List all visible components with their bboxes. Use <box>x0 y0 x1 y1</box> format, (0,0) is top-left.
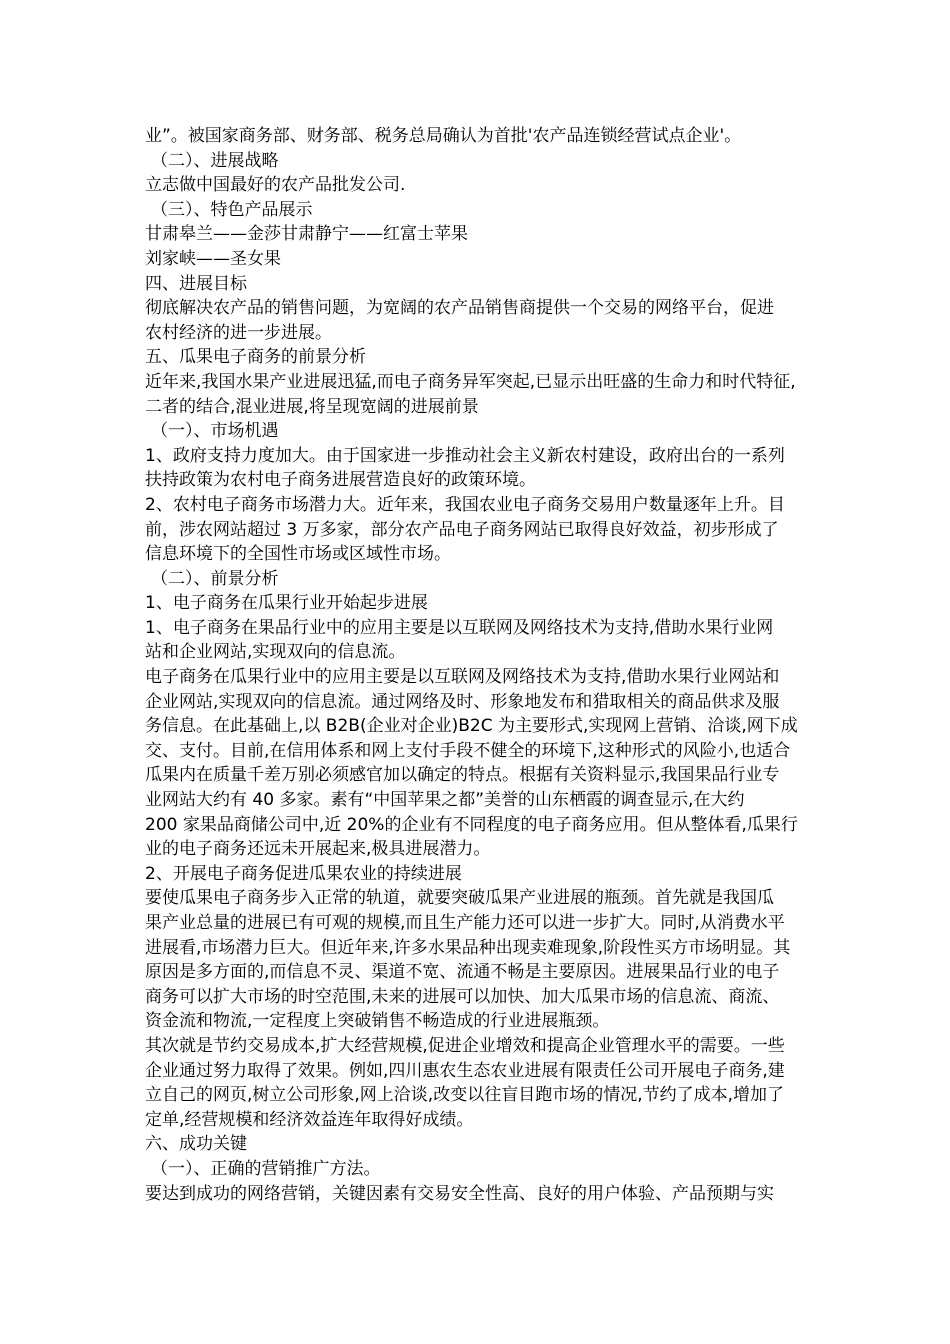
section-heading: 1、电子商务在瓜果行业开始起步进展 <box>145 593 428 614</box>
text-line: 200 家果品商储公司中,近 20%的企业有不同程度的电子商务应用。但从整体看,瓜果行 <box>145 814 798 835</box>
section-heading: （三）、特色产品展示 <box>151 199 313 220</box>
text-line: 二者的结合,混业进展,将呈现宽阔的进展前景 <box>145 396 479 417</box>
text-line: 务信息。在此基础上,以 B2B(企业对企业)B2C 为主要形式,实现网上营销、洽谈,网下成 <box>145 716 798 737</box>
text-line: 要达到成功的网络营销，关键因素有交易安全性高、良好的用户体验、产品预期与实 <box>145 1183 774 1204</box>
text-line: 交、支付。目前,在信用体系和网上支付手段不健全的环境下,这种形式的风险小,也适合 <box>145 740 791 761</box>
text-line: 要使瓜果电子商务步入正常的轨道，就要突破瓜果产业进展的瓶颈。首先就是我国瓜 <box>145 888 774 909</box>
text-line: 1、电子商务在果品行业中的应用主要是以互联网及网络技术为支持,借助水果行业网 <box>145 617 774 638</box>
text-line: 其次就是节约交易成本,扩大经营规模,促进企业增效和提高企业管理水平的需要。一些 <box>145 1035 785 1056</box>
text-line: 近年来,我国水果产业进展迅猛,而电子商务异军突起,已显示出旺盛的生命力和时代特征, <box>145 371 796 392</box>
text-line: 资金流和物流,一定程度上突破销售不畅造成的行业进展瓶颈。 <box>145 1011 610 1032</box>
text-line: 农村经济的进一步进展。 <box>145 322 332 343</box>
text-line: 2、农村电子商务市场潜力大。近年来，我国农业电子商务交易用户数量逐年上升。目 <box>145 494 785 515</box>
text-line: 立志做中国最好的农产品批发公司. <box>145 175 406 196</box>
section-heading: 六、成功关键 <box>145 1134 247 1155</box>
text-line: 立自己的网页,树立公司形象,网上洽谈,改变以往盲目跑市场的情况,节约了成本,增加了 <box>145 1085 785 1106</box>
section-heading: （一）、正确的营销推广方法。 <box>151 1158 381 1179</box>
text-line: 1、政府支持力度加大。由于国家进一步推动社会主义新农村建设，政府出台的一系列 <box>145 445 785 466</box>
text-line: 信息环境下的全国性市场或区域性市场。 <box>145 544 451 565</box>
text-line: 进展看,市场潜力巨大。但近年来,许多水果品种出现卖难现象,阶段性买方市场明显。其 <box>145 937 791 958</box>
text-line: 定单,经营规模和经济效益连年取得好成绩。 <box>145 1109 474 1130</box>
document-body <box>145 124 813 1206</box>
text-line: 企业网站,实现双向的信息流。通过网络及时、形象地发布和猎取相关的商品供求及服 <box>145 691 780 712</box>
text-line: 甘肃皋兰——金莎甘肃静宁——红富士苹果 <box>145 224 468 245</box>
text-line: 电子商务在瓜果行业中的应用主要是以互联网及网络技术为支持,借助水果行业网站和 <box>145 667 780 688</box>
text-line: 业网站大约有 40 多家。素有“中国苹果之都”美誉的山东栖霞的调查显示,在大约 <box>145 790 745 811</box>
text-line: 业的电子商务还远未开展起来,极具进展潜力。 <box>145 839 491 860</box>
section-heading: （一）、市场机遇 <box>151 421 279 442</box>
text-line: 业”。被国家商务部、财务部、税务总局确认为首批'农产品连锁经营试点企业'。 <box>145 126 742 146</box>
text-line: 瓜果内在质量千差万别必须感官加以确定的特点。根据有关资料显示,我国果品行业专 <box>145 765 780 786</box>
section-heading: 2、开展电子商务促进瓜果农业的持续进展 <box>145 863 462 884</box>
text-line: 原因是多方面的,而信息不灵、渠道不宽、流通不畅是主要原因。进展果品行业的电子 <box>145 962 780 983</box>
text-line: 站和企业网站,实现双向的信息流。 <box>145 642 406 663</box>
text-line: 前，涉农网站超过 3 万多家，部分农产品电子商务网站已取得良好效益，初步形成了 <box>145 519 779 540</box>
text-line: 彻底解决农产品的销售问题，为宽阔的农产品销售商提供一个交易的网络平台，促进 <box>145 298 774 319</box>
text-line: 果产业总量的进展已有可观的规模,而且生产能力还可以进一步扩大。同时,从消费水平 <box>145 913 785 933</box>
section-heading: 四、进展目标 <box>145 273 247 294</box>
text-line: 刘家峡——圣女果 <box>145 248 281 269</box>
text-line: 企业通过努力取得了效果。例如,四川惠农生态农业进展有限责任公司开展电子商务,建 <box>145 1060 785 1081</box>
section-heading: 五、瓜果电子商务的前景分析 <box>145 347 366 368</box>
text-line: 商务可以扩大市场的时空范围,未来的进展可以加快、加大瓜果市场的信息流、商流、 <box>145 986 780 1007</box>
section-heading: （二）、前景分析 <box>151 568 279 589</box>
section-heading: （二）、进展战略 <box>151 150 279 171</box>
text-line: 扶持政策为农村电子商务进展营造良好的政策环境。 <box>145 470 536 491</box>
